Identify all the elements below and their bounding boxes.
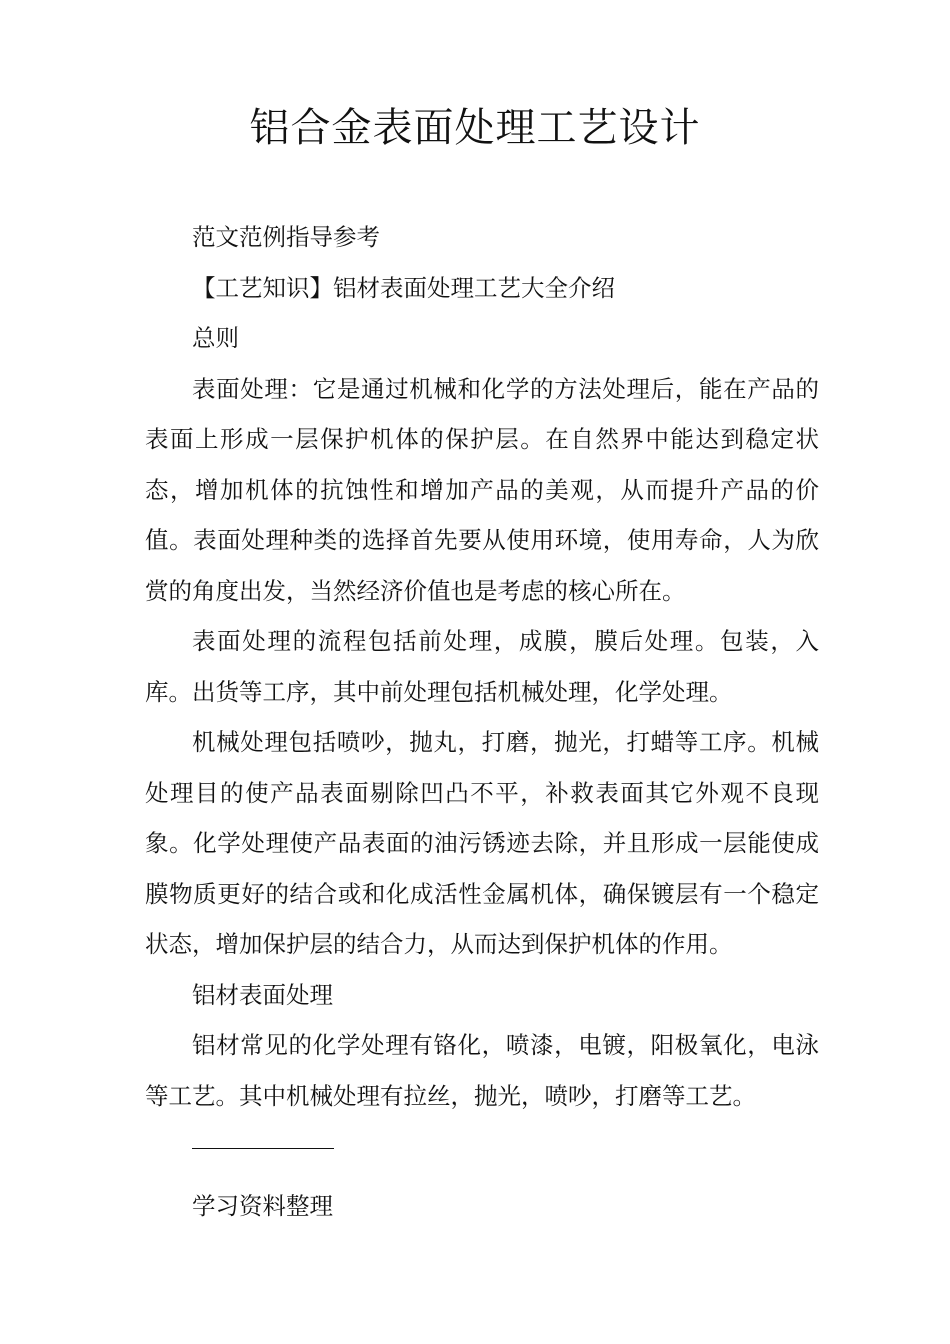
document-body [145,212,819,1232]
paragraph-process-flow: 表面处理的流程包括前处理，成膜，膜后处理。包装，入库。出货等工序，其中前处理包括机械处理，化学处理。 [145,627,819,706]
paragraph-subtitle: 范文范例指导参考 [192,223,380,251]
paragraph-aluminum-heading: 铝材表面处理 [192,980,333,1009]
paragraph-surface-treatment: 表面处理：它是通过机械和化学的方法处理后，能在产品的表面上形成一层保护机体的保护层。在自然界中能达到稳定状态，增加机体的抗蚀性和增加产品的美观，从而提升产品的价值。表面处理种类的选择首先要从使用环境，使用寿命，人为欣赏的角度出发，当然经济价值也是考虑的核心所在。 [145,374,819,605]
paragraph-aluminum-chemical: 铝材常见的化学处理有铬化，喷漆，电镀，阳极氧化，电泳等工艺。其中机械处理有拉丝，抛光，喷吵，打磨等工艺。 [145,1031,819,1110]
document-title: 铝合金表面处理工艺设计 [249,105,701,151]
separator-line [192,1148,334,1149]
paragraph-heading: 【工艺知识】铝材表面处理工艺大全介绍 [192,273,615,302]
paragraph-general: 总则 [192,324,239,352]
paragraph-mechanical-treatment: 机械处理包括喷吵，抛丸，打磨，抛光，打蜡等工序。机械处理目的使产品表面剔除凹凸不平，补救表面其它外观不良现象。化学处理使产品表面的油污锈迹去除，并且形成一层能使成膜物质更好的结合或和化成活性金属机体，确保镀层有一个稳定状态，增加保护层的结合力，从而达到保护机体的作用。 [145,728,819,958]
footer-note: 学习资料整理 [192,1192,333,1220]
